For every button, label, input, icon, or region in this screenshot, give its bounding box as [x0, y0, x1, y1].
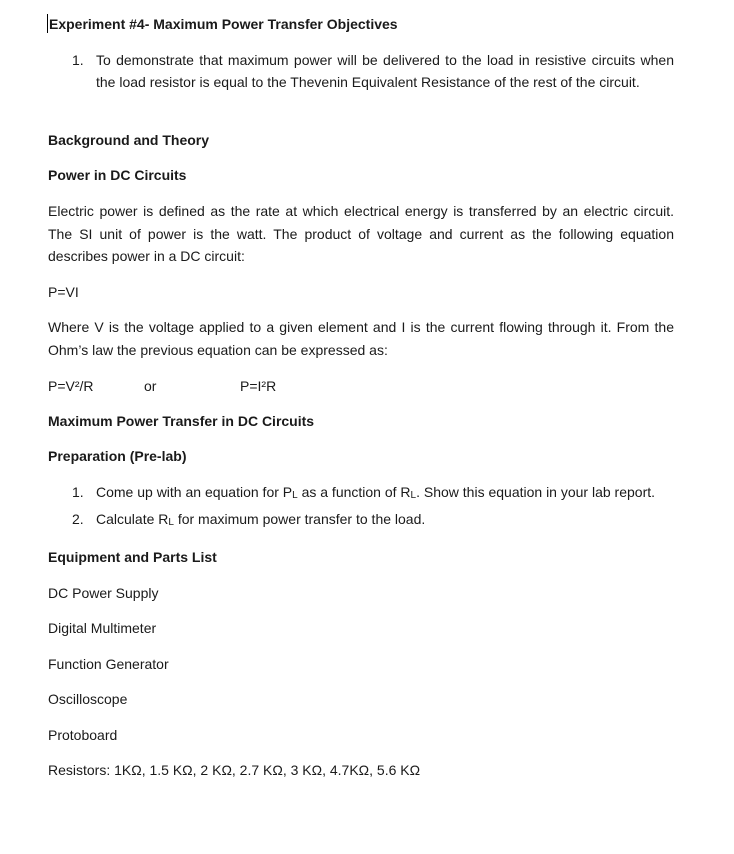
prelab-text: Come up with an equation for P: [96, 483, 293, 500]
prelab-item: [48, 481, 674, 508]
equation-row: [48, 375, 674, 397]
equipment-item: Resistors: 1KΩ, 1.5 KΩ, 2 KΩ, 2.7 KΩ, 3 KΩ, 4.7KΩ, 5.6 KΩ: [48, 762, 421, 779]
prelab-text: as a function of R: [297, 483, 411, 500]
prelab-text: for maximum power transfer to the load.: [173, 511, 426, 528]
subscript-l: L: [168, 517, 174, 529]
prelab-heading: Preparation (Pre-lab): [48, 448, 187, 465]
equipment-item: Digital Multimeter: [48, 620, 157, 637]
document-title: Experiment #4- Maximum Power Transfer Objectives: [49, 16, 398, 32]
objective-text: To demonstrate that maximum power will be delivered to the load in resistive circuits when the load resistor is equal to the Thevenin Equivalent Resistance of the rest of the circuit.: [96, 51, 674, 91]
max-power-heading: Maximum Power Transfer in DC Circuits: [48, 412, 315, 429]
document-page: [48, 13, 674, 782]
power-dc-heading: Power in DC Circuits: [48, 167, 187, 184]
prelab-text: Calculate R: [96, 511, 169, 528]
objective-item: [48, 49, 674, 94]
equipment-item: DC Power Supply: [48, 584, 159, 601]
background-heading: Background and Theory: [48, 131, 210, 148]
subscript-l: L: [410, 489, 417, 501]
power-dc-paragraph: Electric power is defined as the rate at which electrical energy is transferred by an electric circuit. The SI unit of power is the watt. The product of voltage and current as the following equation describes power in a DC circuit:: [48, 202, 674, 265]
prelab-list: [48, 481, 674, 535]
prelab-item: [48, 508, 674, 535]
equipment-item: Protoboard: [48, 726, 118, 743]
list-number: 1.: [72, 483, 84, 500]
subscript-l: L: [292, 489, 298, 501]
equation-v2r: P=V²/R: [48, 377, 94, 394]
equation-pvi: P=VI: [48, 283, 79, 300]
list-number: 1.: [72, 51, 84, 68]
prelab-text: . Show this equation in your lab report.: [416, 483, 656, 500]
objectives-list: [48, 49, 674, 94]
equipment-heading: Equipment and Parts List: [48, 548, 217, 565]
list-number: 2.: [72, 511, 84, 528]
ohm-paragraph: Where V is the voltage applied to a given element and I is the current flowing through it. From the Ohm’s law the previous equation can be expressed as:: [48, 319, 674, 358]
equation-i2r: P=I²R: [240, 377, 277, 394]
equation-or: or: [144, 377, 157, 394]
equipment-item: Oscilloscope: [48, 691, 128, 708]
equipment-item: Function Generator: [48, 655, 169, 672]
